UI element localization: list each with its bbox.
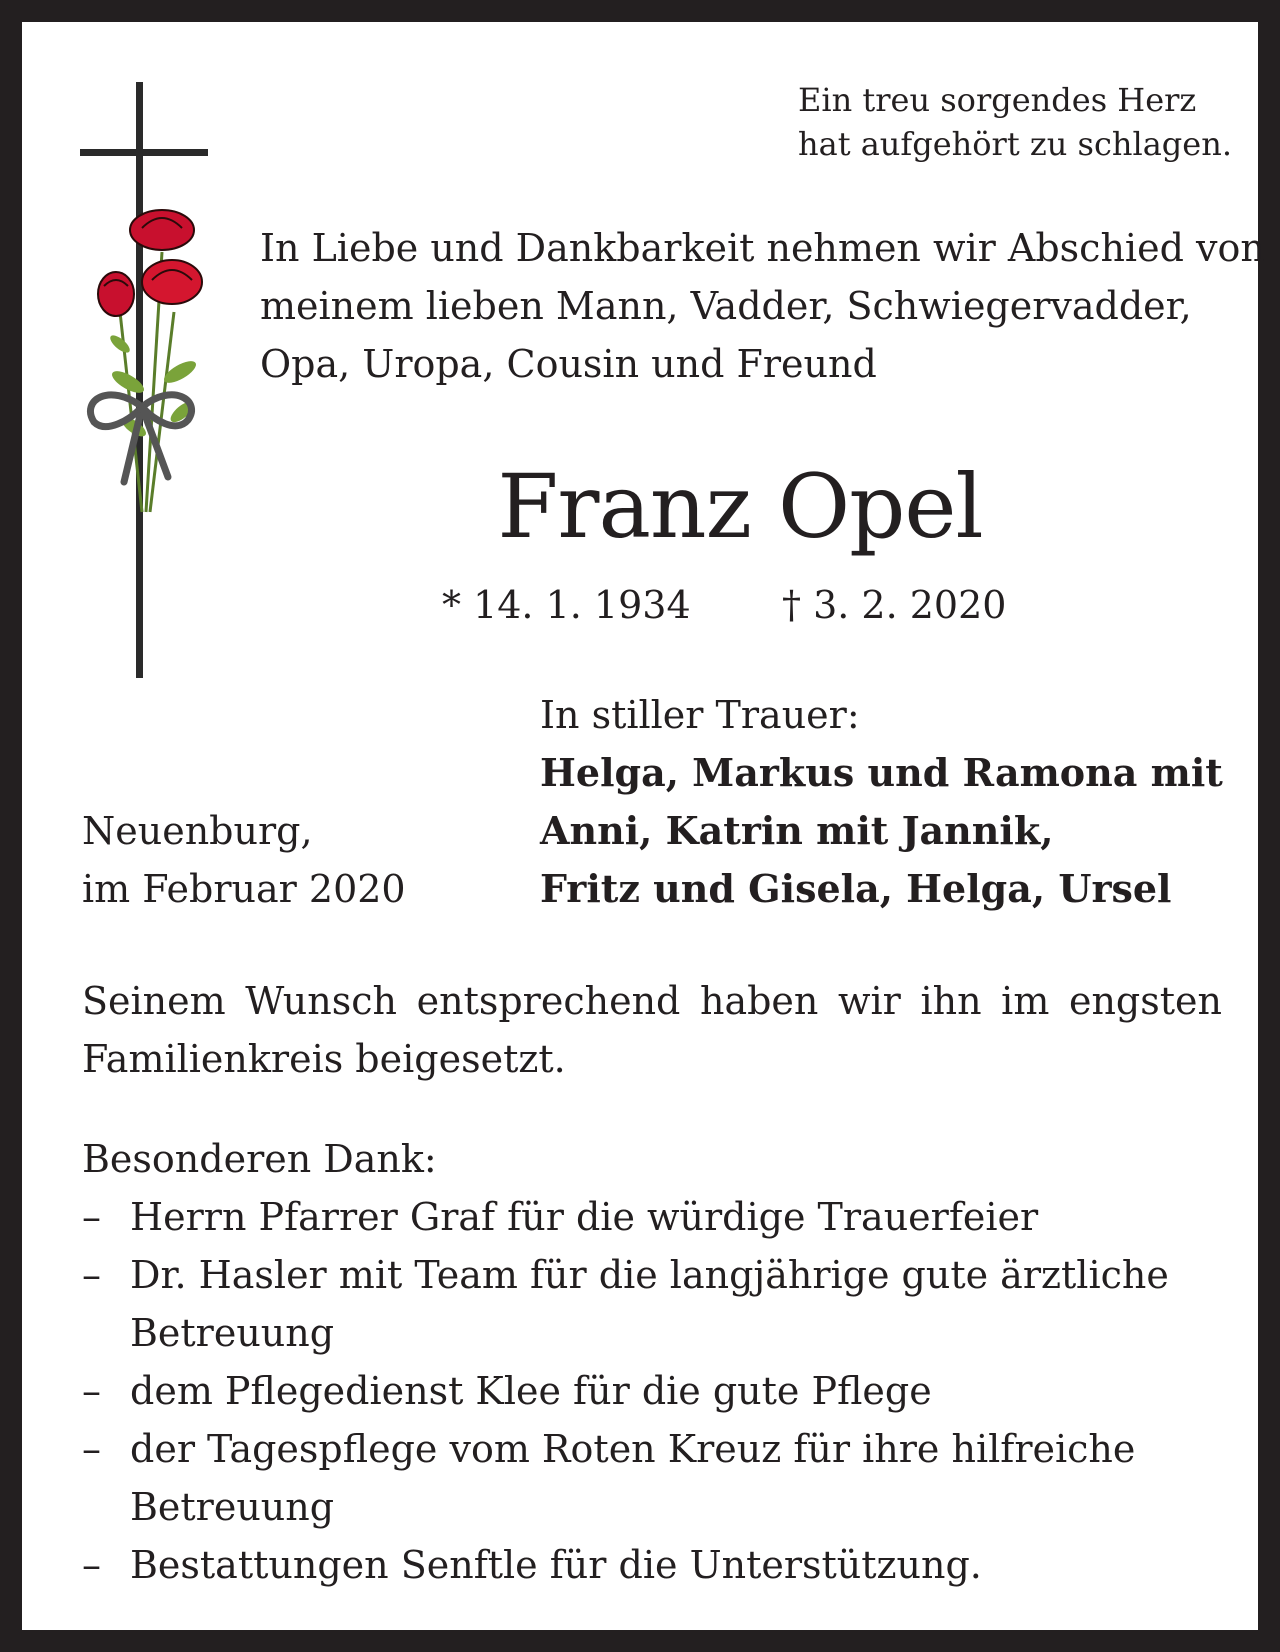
motto-line: hat aufgehört zu schlagen. xyxy=(798,125,1232,163)
mourning-heading: In stiller Trauer: xyxy=(540,693,860,737)
thanks-text: Bestattungen Senftle für die Unterstützung. xyxy=(130,1543,982,1587)
dash-bullet: – xyxy=(82,1543,101,1587)
motto xyxy=(798,78,1232,166)
farewell-intro xyxy=(260,219,1265,393)
burial-note xyxy=(82,972,1222,1088)
cross-with-roses-icon xyxy=(80,82,220,682)
deceased-name: Franz Opel xyxy=(497,455,983,558)
dash-bullet: – xyxy=(82,1369,101,1413)
thanks-text: dem Pflegedienst Klee für die gute Pflege xyxy=(130,1369,932,1413)
place-date xyxy=(82,802,406,918)
thanks-text: der Tagespflege vom Roten Kreuz für ihre hilfreiche Betreuung xyxy=(130,1427,1136,1529)
thanks-item xyxy=(82,1188,1202,1246)
mourner-line: Fritz und Gisela, Helga, Ursel xyxy=(540,866,1172,911)
thanks-item xyxy=(82,1246,1202,1362)
death-date: † 3. 2. 2020 xyxy=(782,583,1007,627)
place-line: Neuenburg, xyxy=(82,809,313,853)
thanks-text: Dr. Hasler mit Team für die langjährige gute ärztliche Betreuung xyxy=(130,1253,1169,1355)
thanks-text: Herrn Pfarrer Graf für die würdige Trauerfeier xyxy=(130,1195,1039,1239)
intro-line: In Liebe und Dankbarkeit nehmen wir Abschied von xyxy=(260,226,1265,270)
intro-line: Opa, Uropa, Cousin und Freund xyxy=(260,342,877,386)
wish-line: Familienkreis beigesetzt. xyxy=(82,1037,566,1081)
thanks-list xyxy=(82,1188,1202,1594)
intro-line: meinem lieben Mann, Vadder, Schwiegervadder, xyxy=(260,284,1192,328)
mourners-block xyxy=(540,686,1223,918)
thanks-heading: Besonderen Dank: xyxy=(82,1137,437,1181)
mourner-line: Helga, Markus und Ramona mit xyxy=(540,750,1223,795)
thanks-item xyxy=(82,1362,1202,1420)
dash-bullet: – xyxy=(82,1427,101,1471)
mourner-line: Anni, Katrin mit Jannik, xyxy=(540,808,1054,853)
dash-bullet: – xyxy=(82,1253,101,1297)
thanks-item xyxy=(82,1536,1202,1594)
motto-line: Ein treu sorgendes Herz xyxy=(798,81,1197,119)
dash-bullet: – xyxy=(82,1195,101,1239)
wish-line: Seinem Wunsch entsprechend haben wir ihn im engsten xyxy=(82,979,1222,1023)
birth-date: * 14. 1. 1934 xyxy=(442,583,691,627)
obituary-card xyxy=(22,22,1265,1630)
date-line: im Februar 2020 xyxy=(82,867,406,911)
thanks-item xyxy=(82,1420,1202,1536)
